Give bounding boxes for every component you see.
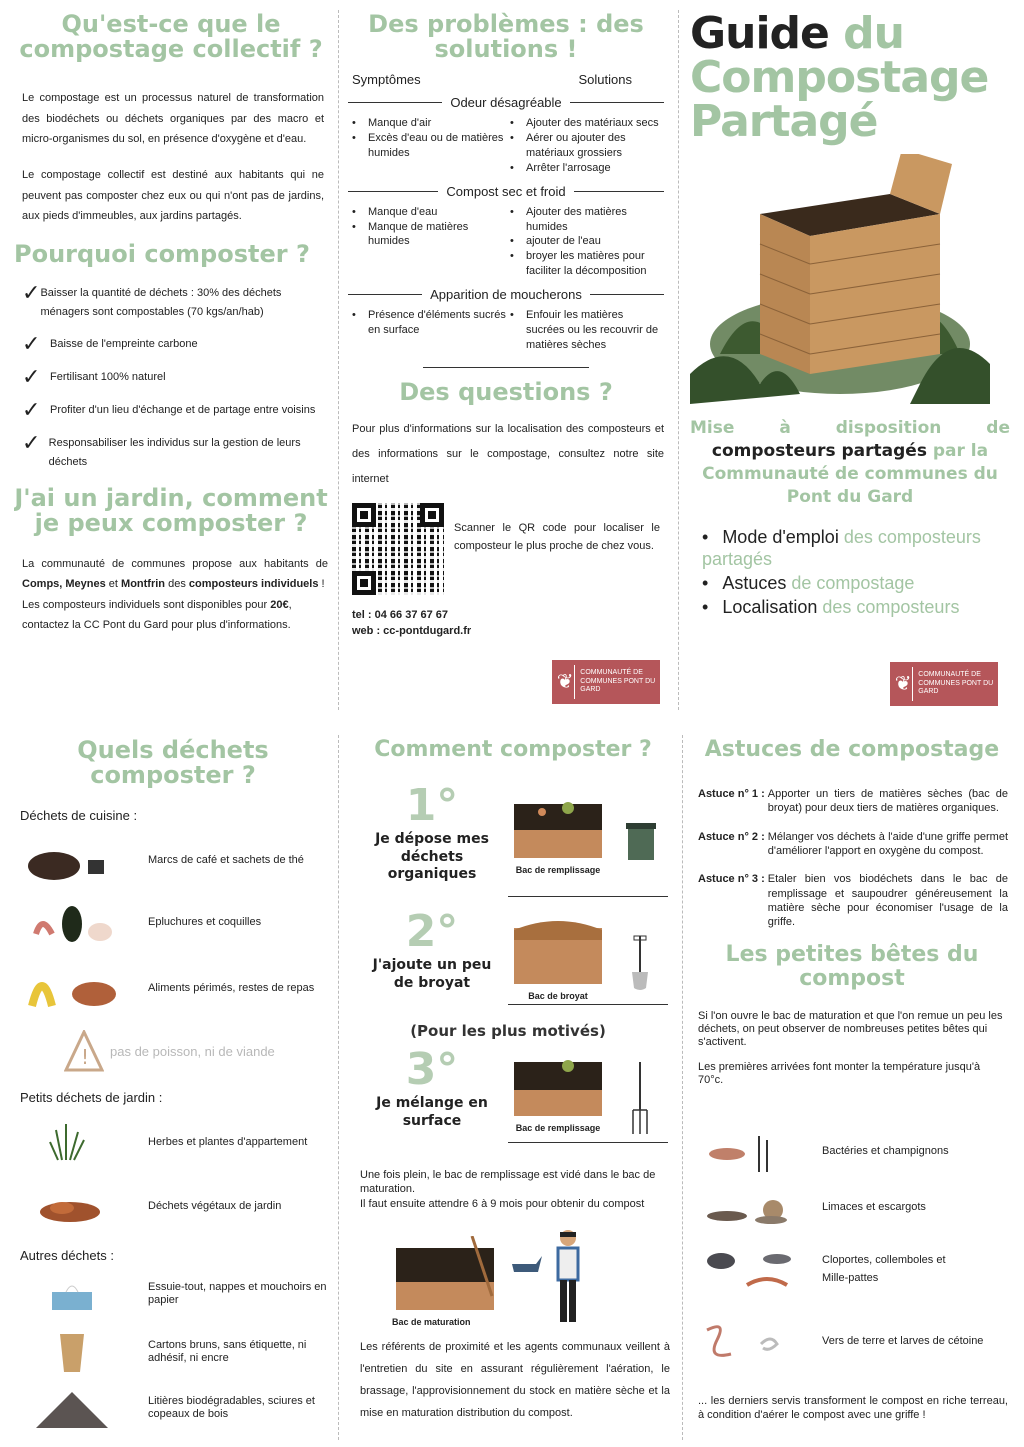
waste-item: Marcs de café et sachets de thé: [20, 836, 304, 884]
cardboard-cup-icon: [20, 1328, 120, 1376]
bug-item: Bactéries et champignons: [692, 1128, 949, 1176]
waste-item: Litières biodégradables, sciures et copeaux de bois: [20, 1384, 328, 1432]
collective-paragraph: Le compostage collectif est destiné aux habitants qui ne peuvent pas composter chez eux ou qui n'ont pas de jardins, aux pieds d'immeubles, aux jardins partagés.: [22, 169, 324, 223]
problem-section: [348, 184, 664, 279]
section-title: Astuces de compostage: [704, 738, 1000, 762]
section-title: Comment composter ?: [374, 738, 652, 762]
cover-title: Guide du Compostage Partagé: [690, 12, 989, 147]
why-item: ✓ Fertilisant 100% naturel: [22, 364, 166, 390]
pitchfork-icon: [630, 1060, 650, 1136]
qr-block: [348, 503, 664, 595]
divider: [508, 896, 668, 897]
fold-line: [338, 10, 339, 710]
symptom-item: • Présence d'éléments sucrés en surface: [348, 308, 506, 338]
fold-line: [338, 735, 339, 1440]
bug-item: Limaces et escargots: [692, 1184, 926, 1232]
maturation-text: Une fois plein, le bac de remplissage est vidé dans le bac de maturation. Il faut ensuite attendre 6 à 9 mois pour obtenir du compost: [360, 1169, 656, 1210]
slug-snail-icon: [692, 1184, 802, 1232]
fold-line: [678, 10, 679, 710]
symptom-item: • Excès d'eau ou de matières humides: [348, 131, 506, 161]
solution-item: • Ajouter des matériaux secs: [506, 116, 664, 131]
solutions-list: [506, 308, 664, 353]
problem-section: [348, 287, 664, 353]
other-waste-label: Autres déchets :: [20, 1248, 114, 1263]
leaf-emblem-icon: ❦: [894, 667, 913, 701]
compost-bin-icon: [392, 1236, 502, 1312]
cc-logo: ❦ COMMUNAUTÉ DE COMMUNES PONT DU GARD: [890, 662, 998, 706]
wood-chip-bin-image: Bac de broyat: [508, 916, 608, 1001]
mushroom-bacteria-icon: [692, 1128, 802, 1176]
cover-bullet: • Mode d'emploi des composteurs partagés: [702, 526, 981, 569]
why-item: ✓ Responsabiliser les individus sur la gestion de leurs déchets: [22, 430, 301, 469]
symptoms-header: Symptômes: [352, 72, 421, 88]
column-headers: [348, 72, 664, 87]
symptom-item: • Manque d'eau: [348, 205, 506, 220]
kitchen-label: Déchets de cuisine :: [20, 808, 138, 823]
garden-leaves-icon: [20, 1182, 120, 1230]
panel-what-is-composting: [14, 12, 328, 712]
tip-item: Astuce n° 1 : Apporter un tiers de matières sèches (bac de broyat) pour deux tiers de matières organiques.: [698, 788, 1008, 815]
solution-item: • Arrêter l'arrosage: [506, 161, 664, 176]
garden-waste-label: Petits déchets de jardin :: [20, 1090, 163, 1105]
svg-text:!: !: [81, 1045, 90, 1069]
why-title: Pourquoi composter ?: [14, 240, 310, 269]
fill-bin-image: Bac de remplissage: [508, 798, 608, 875]
bugs-title: Les petites bêtes du compost: [725, 942, 979, 991]
cover-bullet: • Localisation des composteurs: [702, 596, 960, 617]
waste-item: Herbes et plantes d'appartement: [20, 1118, 307, 1166]
why-item: ✓ Baisse de l'empreinte carbone: [22, 331, 198, 357]
why-item: ✓ Baisser la quantité de déchets : 30% des déchets ménagers sont compostables (70 kgs/an/hab): [22, 279, 282, 318]
solutions-list: [506, 116, 664, 175]
solution-item: • Ajouter des matières humides: [506, 205, 664, 235]
waste-item: Essuie-tout, nappes et mouchoirs en papier: [20, 1270, 328, 1318]
bug-item: Cloportes, collemboles et Mille-pattes: [692, 1246, 962, 1294]
compost-bin-icon: [508, 1056, 608, 1118]
sawdust-pile-icon: [20, 1384, 120, 1432]
bug-item: Vers de terre et larves de cétoine: [692, 1318, 983, 1366]
bugs-intro: Si l'on ouvre le bac de maturation et que l'on remue un peu les déchets, on peut observer de nombreuses petites bêtes qui s'activent. Les premières arrivées font monter la température jusqu'à 70°c.: [698, 1009, 1003, 1087]
solution-item: • broyer les matières pour faciliter la décomposition: [506, 249, 664, 279]
leaf-emblem-icon: ❦: [556, 665, 575, 699]
motivated-label: (Pour les plus motivés): [410, 1022, 606, 1040]
cc-logo: ❦ COMMUNAUTÉ DE COMMUNES PONT DU GARD: [552, 660, 660, 704]
warning-text: pas de poisson, ni de viande: [110, 1043, 275, 1059]
cover-bullets: [690, 527, 1010, 619]
panel-problems-solutions: [348, 12, 664, 712]
divider: [423, 367, 589, 368]
questions-text: Pour plus d'informations sur la localisation des composteurs et des informations sur le compostage, consultez notre site internet: [352, 422, 664, 486]
check-icon: ✓: [22, 331, 41, 357]
symptom-item: • Manque d'air: [348, 116, 506, 131]
problems-list: [348, 95, 664, 352]
garden-paragraph-2: Les composteurs individuels sont disponibles pour 20€, contactez la CC Pont du Gard pour plus d'informations.: [22, 598, 292, 632]
qr-text: Scanner le QR code pour localiser le composteur le plus proche de chez vous.: [454, 521, 660, 552]
section-title: Qu'est-ce que le compostage collectif ?: [19, 12, 323, 64]
solution-item: • Aérer ou ajouter des matériaux grossiers: [506, 131, 664, 161]
definition-paragraph: Le compostage est un processus naturel de transformation des biodéchets ou déchets organiques par des macro et micro-organismes du sol, en présence d'oxygène et d'eau.: [22, 92, 324, 146]
panel-how-to-compost: [348, 738, 678, 1438]
panel-which-waste: [14, 738, 332, 1438]
mix-bin-image: Bac de remplissage: [508, 1056, 608, 1133]
leftovers-icon: [20, 964, 120, 1012]
waste-item: Déchets végétaux de jardin: [20, 1182, 281, 1230]
peelings-eggshell-icon: [20, 898, 120, 946]
phone-number: tel : 04 66 37 67 67: [352, 608, 449, 621]
bugs-footer: ... les derniers servis transforment le compost en riche terreau, à condition d'aérer le compost avec une griffe !: [698, 1395, 1008, 1422]
contact-info: [348, 607, 664, 640]
compost-bin-icon: [508, 916, 608, 986]
qr-code-icon[interactable]: [352, 503, 444, 595]
divider: [508, 1004, 668, 1005]
check-icon: ✓: [22, 279, 41, 305]
problem-heading: Compost sec et froid: [348, 184, 664, 199]
earthworm-larva-icon: [692, 1318, 802, 1366]
garden-title: J'ai un jardin, comment je peux composter ?: [14, 483, 328, 537]
symptoms-list: [348, 116, 506, 175]
problem-section: [348, 95, 664, 175]
why-list: [14, 279, 328, 473]
cover-bullet: • Astuces de compostage: [702, 572, 915, 593]
waste-item: Aliments périmés, restes de repas: [20, 964, 314, 1012]
step-3: 3° Je mélange en surface: [376, 1044, 488, 1129]
panel-cover: [690, 12, 1010, 712]
solution-item: • Enfouir les matières sucrées ou les recouvrir de matières sèches: [506, 308, 664, 353]
problem-heading: Odeur désagréable: [348, 95, 664, 110]
trash-bin-icon: [624, 820, 658, 862]
website-link[interactable]: web : cc-pontdugard.fr: [352, 625, 472, 638]
symptom-item: • Manque de matières humides: [348, 220, 506, 250]
waste-item: Cartons bruns, sans étiquette, ni adhésif, ni encre: [20, 1328, 328, 1376]
check-icon: ✓: [22, 364, 41, 390]
divider: [508, 1142, 668, 1143]
compost-bin-icon: [508, 798, 608, 860]
symptoms-list: [348, 205, 506, 279]
tissue-box-icon: [20, 1270, 120, 1318]
grass-icon: [20, 1118, 120, 1166]
tips-list: [692, 787, 1012, 929]
solutions-header: Solutions: [578, 72, 632, 88]
step-2: 2° J'ajoute un peu de broyat: [372, 906, 492, 991]
waste-item: Epluchures et coquilles: [20, 898, 261, 946]
warning-row: [64, 1030, 275, 1072]
symptoms-list: [348, 308, 506, 353]
check-icon: ✓: [22, 397, 41, 423]
tip-item: Astuce n° 3 : Etaler bien vos biodéchets dans le bac de remplissage et saupoudrer généreusement la matière sèche pour économiser l'usage de la griffe.: [698, 873, 1008, 929]
fold-line: [682, 735, 683, 1440]
check-icon: ✓: [22, 430, 41, 456]
section-title: Des problèmes : des solutions !: [368, 12, 644, 64]
problem-heading: Apparition de moucherons: [348, 287, 664, 302]
tip-item: Astuce n° 2 : Mélanger vos déchets à l'aide d'une griffe permet d'améliorer l'apport en oxygène du compost.: [698, 830, 1008, 857]
step-1: 1° Je dépose mes déchets organiques: [375, 780, 489, 882]
questions-title: Des questions ?: [399, 377, 613, 406]
warning-icon: [64, 1030, 104, 1072]
agent-with-watering-can-icon: [508, 1228, 598, 1328]
composter-image: [690, 154, 990, 404]
panel-tips: [692, 738, 1012, 1438]
maturation-bin-image: Bac de maturation: [392, 1236, 502, 1327]
woodlouse-millipede-icon: [692, 1246, 802, 1294]
section-title: Quels déchets composter ?: [77, 738, 269, 790]
coffee-grounds-icon: [20, 836, 120, 884]
solutions-list: [506, 205, 664, 279]
referents-text: Les référents de proximité et les agents communaux veillent à l'entretien du site en assurant régulièrement l'aération, le brassage, l'approvisionnement du stock en matière sèche et la mise en maturation distribution du compost.: [360, 1341, 670, 1419]
shovel-icon: [628, 934, 652, 992]
cover-subtitle: Mise à disposition de composteurs partagés par la Communauté de communes du Pont du Gard: [690, 418, 1010, 507]
why-item: ✓ Profiter d'un lieu d'échange et de partage entre voisins: [22, 397, 316, 423]
solution-item: • ajouter de l'eau: [506, 234, 664, 249]
garden-paragraph-1: La communauté de communes propose aux habitants de Comps, Meynes et Montfrin des composteurs individuels !: [22, 558, 328, 591]
